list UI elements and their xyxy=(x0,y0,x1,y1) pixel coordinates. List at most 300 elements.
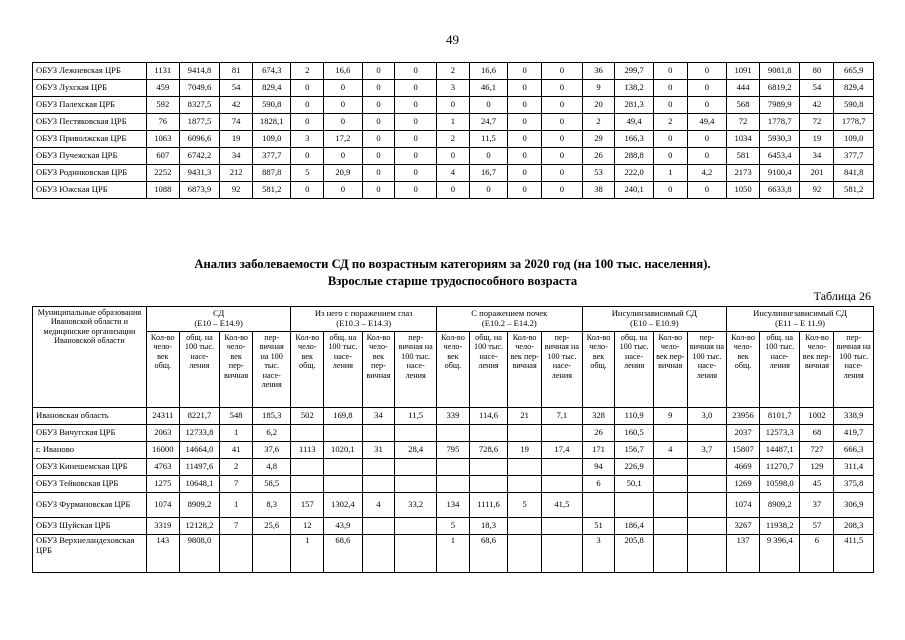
value-cell xyxy=(437,459,470,476)
value-cell: 9808,0 xyxy=(179,535,220,573)
value-cell: 0 xyxy=(362,63,395,80)
value-cell: 5 xyxy=(508,493,542,518)
value-cell: 0 xyxy=(469,148,507,165)
table-number-label: Таблица 26 xyxy=(813,289,871,303)
value-cell xyxy=(362,518,395,535)
table-row xyxy=(33,535,874,573)
value-cell: 0 xyxy=(508,63,542,80)
value-cell: 0 xyxy=(542,131,583,148)
value-cell: 26 xyxy=(582,425,615,442)
table-row xyxy=(33,459,874,476)
value-cell xyxy=(687,493,726,518)
row-name-cell: ОБУЗ Приволжская ЦРБ xyxy=(33,131,147,148)
value-cell: 23956 xyxy=(727,408,760,425)
value-cell: 6453,4 xyxy=(759,148,800,165)
value-cell: 8327,5 xyxy=(179,97,220,114)
value-cell: 92 xyxy=(220,182,253,199)
value-cell: 0 xyxy=(542,182,583,199)
value-cell: 5 xyxy=(437,518,470,535)
value-cell: 1 xyxy=(220,425,253,442)
value-cell: 795 xyxy=(437,442,470,459)
value-cell xyxy=(395,518,437,535)
value-cell xyxy=(653,476,687,493)
value-cell: 3319 xyxy=(146,518,179,535)
value-cell: 31 xyxy=(362,442,395,459)
value-cell: 208,3 xyxy=(834,518,874,535)
value-cell: 24,7 xyxy=(469,114,507,131)
row-name-cell: ОБУЗ Родниковская ЦРБ xyxy=(33,165,147,182)
value-cell: 1877,5 xyxy=(179,114,220,131)
value-cell xyxy=(542,425,583,442)
value-cell xyxy=(395,459,437,476)
value-cell: 0 xyxy=(542,114,583,131)
value-cell: 0 xyxy=(469,97,507,114)
value-cell: 7 xyxy=(220,518,253,535)
table-row xyxy=(33,165,874,182)
page-number: 49 xyxy=(446,32,459,47)
row-name-cell: ОБУЗ Шуйская ЦРБ xyxy=(33,518,147,535)
value-cell: 4669 xyxy=(727,459,760,476)
row-name-cell: ОБУЗ Фурмановская ЦРБ xyxy=(33,493,147,518)
value-cell: 157 xyxy=(291,493,324,518)
value-cell: 0 xyxy=(508,148,542,165)
value-cell: 2 xyxy=(220,459,253,476)
value-cell xyxy=(469,425,507,442)
value-cell: 3 xyxy=(582,535,615,573)
value-cell: 0 xyxy=(508,131,542,148)
value-cell: 205,8 xyxy=(615,535,653,573)
value-cell xyxy=(362,425,395,442)
value-cell: 8101,7 xyxy=(759,408,800,425)
value-cell: 0 xyxy=(542,97,583,114)
value-cell: 68,6 xyxy=(324,535,362,573)
value-cell: 0 xyxy=(542,80,583,97)
value-cell: 0 xyxy=(508,114,542,131)
value-cell xyxy=(542,459,583,476)
value-cell: 54 xyxy=(800,80,834,97)
value-cell: 0 xyxy=(687,148,726,165)
value-cell: 1 xyxy=(220,493,253,518)
value-cell: 1074 xyxy=(146,493,179,518)
group-title: Инсулинзависимый СД xyxy=(611,308,698,319)
value-cell: 0 xyxy=(437,182,470,199)
subcolumn-header-cell: пер-вичная на 100 тыс. насе-ления xyxy=(687,332,726,408)
value-cell: 1778,7 xyxy=(834,114,874,131)
value-cell: 590,8 xyxy=(253,97,291,114)
value-cell: 9414,8 xyxy=(179,63,220,80)
value-cell: 4,2 xyxy=(687,165,726,182)
value-cell: 81 xyxy=(220,63,253,80)
value-cell: 21 xyxy=(508,408,542,425)
value-cell: 1 xyxy=(437,114,470,131)
value-cell: 0 xyxy=(653,63,687,80)
value-cell xyxy=(653,518,687,535)
table-row xyxy=(33,182,874,199)
value-cell: 19 xyxy=(800,131,834,148)
value-cell: 502 xyxy=(291,408,324,425)
value-cell: 68,6 xyxy=(469,535,507,573)
value-cell xyxy=(395,535,437,573)
value-cell: 0 xyxy=(291,182,324,199)
value-cell: 14487,1 xyxy=(759,442,800,459)
value-cell xyxy=(508,425,542,442)
value-cell: 169,8 xyxy=(324,408,362,425)
table-row xyxy=(33,493,874,518)
value-cell xyxy=(542,476,583,493)
value-cell: 5 xyxy=(291,165,324,182)
value-cell: 0 xyxy=(687,182,726,199)
corner-header-cell: Муниципальные образования Ивановской области и медицинские организации Ивановской области xyxy=(33,307,147,408)
value-cell: 12733,8 xyxy=(179,425,220,442)
value-cell: 581 xyxy=(727,148,760,165)
value-cell xyxy=(687,518,726,535)
value-cell: 4,8 xyxy=(253,459,291,476)
subcolumn-header-cell: Кол-во чело-век общ. xyxy=(727,332,760,408)
value-cell xyxy=(542,518,583,535)
value-cell: 41 xyxy=(220,442,253,459)
value-cell: 281,3 xyxy=(615,97,653,114)
value-cell: 68 xyxy=(800,425,834,442)
value-cell: 338,9 xyxy=(834,408,874,425)
value-cell: 339 xyxy=(437,408,470,425)
value-cell: 0 xyxy=(395,131,437,148)
value-cell xyxy=(291,476,324,493)
value-cell: 288,8 xyxy=(615,148,653,165)
value-cell: 43,9 xyxy=(324,518,362,535)
value-cell: 9 xyxy=(653,408,687,425)
value-cell: 17,4 xyxy=(542,442,583,459)
value-cell: 0 xyxy=(395,80,437,97)
value-cell: 0 xyxy=(687,63,726,80)
header-row-groups xyxy=(33,307,874,332)
value-cell xyxy=(508,459,542,476)
value-cell: 3,7 xyxy=(687,442,726,459)
value-cell: 328 xyxy=(582,408,615,425)
value-cell: 2 xyxy=(582,114,615,131)
value-cell: 0 xyxy=(508,165,542,182)
subcolumn-header-cell: общ. на 100 тыс. насе-ления xyxy=(324,332,362,408)
group-title: Из него с поражением глаз xyxy=(314,308,413,319)
value-cell xyxy=(253,535,291,573)
value-cell: 0 xyxy=(362,80,395,97)
subcolumn-header-cell: пер-вичная на 100 тыс. насе-ления xyxy=(253,332,291,408)
value-cell: 49,4 xyxy=(687,114,726,131)
value-cell: 0 xyxy=(362,114,395,131)
value-cell xyxy=(437,425,470,442)
value-cell: 0 xyxy=(653,97,687,114)
value-cell: 10598,0 xyxy=(759,476,800,493)
value-cell: 160,5 xyxy=(615,425,653,442)
group-codes: (E10 – E10.9) xyxy=(630,318,679,328)
value-cell: 42 xyxy=(800,97,834,114)
value-cell: 0 xyxy=(291,97,324,114)
value-cell: 212 xyxy=(220,165,253,182)
value-cell: 171 xyxy=(582,442,615,459)
value-cell: 3,0 xyxy=(687,408,726,425)
value-cell xyxy=(687,476,726,493)
value-cell: 20,9 xyxy=(324,165,362,182)
value-cell: 1 xyxy=(653,165,687,182)
value-cell: 12128,2 xyxy=(179,518,220,535)
value-cell: 11270,7 xyxy=(759,459,800,476)
value-cell: 0 xyxy=(324,80,362,97)
value-cell: 3 xyxy=(291,131,324,148)
value-cell: 0 xyxy=(291,148,324,165)
value-cell: 11,5 xyxy=(469,131,507,148)
value-cell: 29 xyxy=(582,131,615,148)
value-cell: 1 xyxy=(437,535,470,573)
table-row xyxy=(33,476,874,493)
row-name-cell: ОБУЗ Вичугская ЦРБ xyxy=(33,425,147,442)
row-name-cell: ОБУЗ Палехская ЦРБ xyxy=(33,97,147,114)
value-cell: 4 xyxy=(437,165,470,182)
value-cell: 11,5 xyxy=(395,408,437,425)
value-cell: 0 xyxy=(653,182,687,199)
group-header-cell xyxy=(146,307,291,332)
value-cell: 459 xyxy=(146,80,179,97)
value-cell: 0 xyxy=(324,114,362,131)
value-cell: 8,3 xyxy=(253,493,291,518)
value-cell: 222,0 xyxy=(615,165,653,182)
subcolumn-header-cell: Кол-во чело-век общ. xyxy=(582,332,615,408)
value-cell: 28,4 xyxy=(395,442,437,459)
value-cell: 24311 xyxy=(146,408,179,425)
value-cell xyxy=(508,476,542,493)
table-row xyxy=(33,425,874,442)
value-cell: 841,8 xyxy=(834,165,874,182)
value-cell: 590,8 xyxy=(834,97,874,114)
value-cell: 887,8 xyxy=(253,165,291,182)
value-cell: 16,7 xyxy=(469,165,507,182)
value-cell: 6096,6 xyxy=(179,131,220,148)
value-cell xyxy=(469,459,507,476)
section-title: Анализ заболеваемости СД по возрастным категориям за 2020 год (на 100 тыс. населения). xyxy=(194,257,711,271)
table-row xyxy=(33,408,874,425)
value-cell xyxy=(687,459,726,476)
value-cell: 54 xyxy=(220,80,253,97)
group-header-cell xyxy=(291,307,437,332)
value-cell xyxy=(362,459,395,476)
value-cell: 114,6 xyxy=(469,408,507,425)
value-cell: 38 xyxy=(582,182,615,199)
table-continued xyxy=(32,62,874,199)
value-cell: 37,6 xyxy=(253,442,291,459)
value-cell: 109,0 xyxy=(834,131,874,148)
row-name-cell: ОБУЗ Южская ЦРБ xyxy=(33,182,147,199)
value-cell: 9 xyxy=(582,80,615,97)
value-cell: 419,7 xyxy=(834,425,874,442)
subcolumn-header-cell: Кол-во чело-век пер-вичная xyxy=(220,332,253,408)
value-cell: 94 xyxy=(582,459,615,476)
value-cell: 411,5 xyxy=(834,535,874,573)
table-26 xyxy=(32,306,874,573)
value-cell: 1063 xyxy=(146,131,179,148)
value-cell: 226,9 xyxy=(615,459,653,476)
value-cell: 72 xyxy=(727,114,760,131)
value-cell: 568 xyxy=(727,97,760,114)
value-cell: 6 xyxy=(800,535,834,573)
value-cell: 0 xyxy=(542,148,583,165)
value-cell: 6 xyxy=(582,476,615,493)
value-cell: 1302,4 xyxy=(324,493,362,518)
value-cell: 444 xyxy=(727,80,760,97)
value-cell: 829,4 xyxy=(834,80,874,97)
table-row xyxy=(33,148,874,165)
value-cell: 1034 xyxy=(727,131,760,148)
value-cell: 46,1 xyxy=(469,80,507,97)
value-cell: 80 xyxy=(800,63,834,80)
value-cell xyxy=(362,476,395,493)
value-cell: 1 xyxy=(291,535,324,573)
value-cell xyxy=(542,535,583,573)
value-cell: 0 xyxy=(324,148,362,165)
group-codes: (E10.3 – E14.3) xyxy=(336,318,392,328)
value-cell: 57 xyxy=(800,518,834,535)
value-cell: 156,7 xyxy=(615,442,653,459)
subcolumn-header-cell: пер-вичная на 100 тыс. насе-ления xyxy=(395,332,437,408)
value-cell: 186,4 xyxy=(615,518,653,535)
value-cell: 0 xyxy=(653,131,687,148)
group-codes: (E11 – E 11.9) xyxy=(775,318,826,328)
value-cell: 0 xyxy=(395,182,437,199)
value-cell: 51 xyxy=(582,518,615,535)
value-cell: 6633,8 xyxy=(759,182,800,199)
value-cell: 1131 xyxy=(146,63,179,80)
value-cell: 375,8 xyxy=(834,476,874,493)
value-cell: 0 xyxy=(437,97,470,114)
row-name-cell: ОБУЗ Лежневская ЦРБ xyxy=(33,63,147,80)
subcolumn-header-cell: общ. на 100 тыс. насе-ления xyxy=(759,332,800,408)
value-cell: 9100,4 xyxy=(759,165,800,182)
value-cell: 592 xyxy=(146,97,179,114)
value-cell: 727 xyxy=(800,442,834,459)
value-cell: 16,6 xyxy=(469,63,507,80)
subcolumn-header-cell: общ. на 100 тыс. насе-ления xyxy=(179,332,220,408)
value-cell: 58,5 xyxy=(253,476,291,493)
value-cell xyxy=(469,476,507,493)
table-row xyxy=(33,114,874,131)
value-cell: 1002 xyxy=(800,408,834,425)
subcolumn-header-cell: общ. на 100 тыс. насе-ления xyxy=(469,332,507,408)
subcolumn-header-cell: пер-вичная на 100 тыс. насе-ления xyxy=(542,332,583,408)
value-cell xyxy=(324,459,362,476)
group-codes: (E10 – E14.9) xyxy=(194,318,243,328)
value-cell: 4 xyxy=(653,442,687,459)
group-title: СД xyxy=(213,308,225,319)
value-cell: 0 xyxy=(508,182,542,199)
value-cell: 2 xyxy=(437,63,470,80)
subcolumn-header-cell: Кол-во чело-век пер-вичная xyxy=(653,332,687,408)
value-cell: 0 xyxy=(508,97,542,114)
value-cell: 25,6 xyxy=(253,518,291,535)
value-cell: 6,2 xyxy=(253,425,291,442)
value-cell xyxy=(291,425,324,442)
value-cell: 1111,6 xyxy=(469,493,507,518)
value-cell: 16000 xyxy=(146,442,179,459)
value-cell: 2252 xyxy=(146,165,179,182)
table-row xyxy=(33,80,874,97)
value-cell xyxy=(362,535,395,573)
value-cell: 548 xyxy=(220,408,253,425)
value-cell: 134 xyxy=(437,493,470,518)
section-subtitle: Взрослые старше трудоспособного возраста xyxy=(327,274,578,288)
value-cell: 7 xyxy=(220,476,253,493)
value-cell: 2063 xyxy=(146,425,179,442)
value-cell: 0 xyxy=(362,97,395,114)
row-name-cell: г. Иваново xyxy=(33,442,147,459)
row-name-cell: ОБУЗ Пестяковская ЦРБ xyxy=(33,114,147,131)
row-name-cell: ОБУЗ Тейковская ЦРБ xyxy=(33,476,147,493)
value-cell: 19 xyxy=(508,442,542,459)
value-cell: 0 xyxy=(687,80,726,97)
value-cell: 137 xyxy=(727,535,760,573)
value-cell xyxy=(687,535,726,573)
value-cell: 306,9 xyxy=(834,493,874,518)
group-title: С поражением почек xyxy=(471,308,548,319)
value-cell xyxy=(437,476,470,493)
value-cell: 1113 xyxy=(291,442,324,459)
value-cell: 185,3 xyxy=(253,408,291,425)
value-cell: 0 xyxy=(542,63,583,80)
value-cell: 1088 xyxy=(146,182,179,199)
value-cell: 7989,9 xyxy=(759,97,800,114)
value-cell: 16,6 xyxy=(324,63,362,80)
value-cell: 0 xyxy=(395,114,437,131)
group-codes: (E10.2 – E14.2) xyxy=(481,318,537,328)
value-cell: 20 xyxy=(582,97,615,114)
value-cell: 829,4 xyxy=(253,80,291,97)
value-cell: 3 xyxy=(437,80,470,97)
value-cell: 1091 xyxy=(727,63,760,80)
value-cell: 0 xyxy=(508,80,542,97)
value-cell: 0 xyxy=(395,148,437,165)
value-cell: 2 xyxy=(437,131,470,148)
value-cell: 9431,3 xyxy=(179,165,220,182)
value-cell: 92 xyxy=(800,182,834,199)
subcolumn-header-cell: общ. на 100 тыс. насе-ления xyxy=(615,332,653,408)
value-cell: 1778,7 xyxy=(759,114,800,131)
subcolumn-header-cell: Кол-во чело-век пер-вичная xyxy=(800,332,834,408)
value-cell: 49,4 xyxy=(615,114,653,131)
value-cell: 45 xyxy=(800,476,834,493)
value-cell: 728,6 xyxy=(469,442,507,459)
value-cell: 138,2 xyxy=(615,80,653,97)
value-cell: 76 xyxy=(146,114,179,131)
value-cell: 1050 xyxy=(727,182,760,199)
value-cell: 12573,3 xyxy=(759,425,800,442)
value-cell xyxy=(220,535,253,573)
value-cell: 2037 xyxy=(727,425,760,442)
value-cell: 299,7 xyxy=(615,63,653,80)
value-cell: 6873,9 xyxy=(179,182,220,199)
value-cell: 26 xyxy=(582,148,615,165)
group-header-cell xyxy=(582,307,727,332)
value-cell: 8221,7 xyxy=(179,408,220,425)
value-cell: 0 xyxy=(362,165,395,182)
row-name-cell: Ивановская область xyxy=(33,408,147,425)
value-cell: 1074 xyxy=(727,493,760,518)
subcolumn-header-cell: пер-вичная на 100 тыс. насе-ления xyxy=(834,332,874,408)
value-cell: 0 xyxy=(653,80,687,97)
value-cell: 5930,3 xyxy=(759,131,800,148)
value-cell: 6819,2 xyxy=(759,80,800,97)
value-cell: 377,7 xyxy=(834,148,874,165)
value-cell: 581,2 xyxy=(834,182,874,199)
value-cell: 0 xyxy=(324,97,362,114)
value-cell: 0 xyxy=(542,165,583,182)
value-cell: 2 xyxy=(653,114,687,131)
table-row xyxy=(33,131,874,148)
